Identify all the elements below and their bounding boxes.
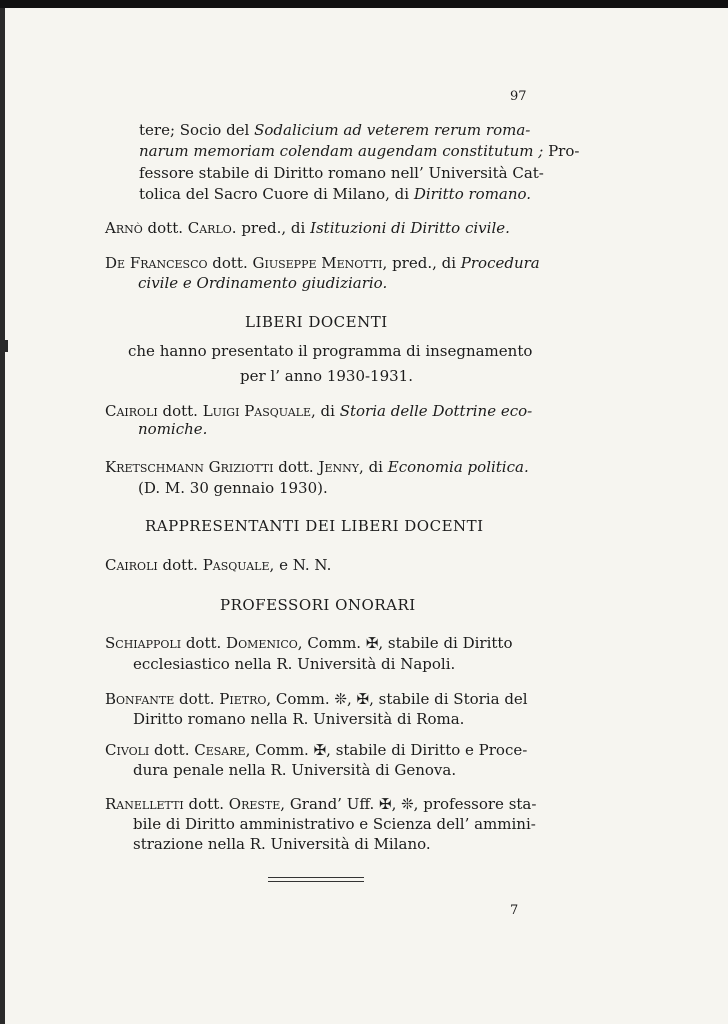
entry-text: , pred., di [382,254,461,272]
surname: Bonfante [105,690,175,708]
scan-top-border [0,0,728,8]
entry-text: dott. [181,634,227,652]
entry-cairoli-line-1 [105,401,532,421]
entry-rappresentanti [105,555,331,575]
subject: Storia delle Dottrine eco- [339,402,533,420]
heading-professori-onorari: PROFESSORI ONORARI [220,596,416,614]
entry-continuation-line-3: fessore stabile di Diritto romano nell’ Università Cat- [139,164,544,182]
entry-text: , Comm. ✠, stabile di Diritto [297,634,513,652]
closing-rule-top [268,877,364,878]
surname: Ranelletti [105,795,184,813]
entry-text: dott. [174,690,220,708]
subject: Economia politica. [387,458,529,476]
entry-schiappoli-line-1 [105,633,512,653]
entry-text: , Grand’ Uff. ✠, ❊, professore sta- [280,795,537,813]
entry-ranelletti-line-3: strazione nella R. Università di Milano. [133,835,431,853]
scan-left-notch [3,340,8,352]
surname: Arnò [105,219,143,237]
entry-ranelletti-line-2: bile di Diritto amministrativo e Scienza dell’ ammini- [133,815,536,833]
heading-rappresentanti: RAPPRESENTANTI DEI LIBERI DOCENTI [145,517,484,535]
entry-italic: Sodalicium ad veterem rerum roma- [254,121,531,139]
entry-italic: narum memoriam colendam augendam constitutum ; [139,142,544,160]
surname: Schiappoli [105,634,182,652]
entry-text: dott. [149,741,195,759]
given-name: Pietro [219,690,267,708]
subject: Istituzioni di Diritto civile. [310,219,510,237]
entry-continuation-line-4 [139,184,531,204]
given-name: Domenico [226,634,298,652]
entry-schiappoli-line-2: ecclesiastico nella R. Università di Napoli. [133,655,456,673]
entry-text: , Comm. ❊, ✠, stabile di Storia del [266,690,528,708]
entry-cairoli-line-2: nomiche. [138,420,208,438]
entry-defrancesco-line-1 [105,253,540,273]
scan-left-border [0,8,5,1024]
closing-rule-bottom [268,881,364,882]
entry-text: Pro- [543,142,580,160]
page-number: 97 [510,89,527,104]
entry-continuation-line-2 [139,141,579,161]
entry-text: . pred., di [231,219,311,237]
entry-kretschmann-line-2: (D. M. 30 gennaio 1930). [138,479,328,497]
surname: De Francesco [105,254,208,272]
given-name: Oreste [228,795,281,813]
surname: Cairoli [105,556,158,574]
entry-text: dott. [183,795,229,813]
entry-arno [105,218,510,238]
entry-kretschmann-line-1 [105,457,529,477]
given-name: Giuseppe Menotti [252,254,383,272]
entry-text: , di [359,458,388,476]
liberi-docenti-subtitle-1: che hanno presentato il programma di insegnamento [128,342,533,360]
entry-text: tere; Socio del [139,121,255,139]
entry-bonfante-line-1 [105,689,528,709]
given-name: Luigi Pasquale [202,402,311,420]
given-name: Carlo [187,219,232,237]
entry-continuation-line-1 [139,120,530,140]
entry-civoli-line-1 [105,740,527,760]
entry-text: , di [311,402,340,420]
given-name: Pasquale [202,556,270,574]
liberi-docenti-subtitle-2: per l’ anno 1930-1931. [240,367,413,385]
entry-text: dott. [142,219,188,237]
entry-ranelletti-line-1 [105,794,536,814]
entry-text: , Comm. ✠, stabile di Diritto e Proce- [245,741,528,759]
surname: Cairoli [105,402,158,420]
subject: Procedura [460,254,540,272]
given-name: Cesare [194,741,246,759]
entry-civoli-line-2: dura penale nella R. Università di Genova. [133,761,457,779]
surname: Kretschmann Griziotti [105,458,274,476]
given-name: Jenny [318,458,360,476]
entry-text: , e N. N. [269,556,332,574]
entry-text: dott. [273,458,319,476]
entry-defrancesco-line-2: civile e Ordinamento giudiziario. [138,274,388,292]
signature-mark: 7 [510,903,519,918]
heading-liberi-docenti: LIBERI DOCENTI [245,313,388,331]
entry-text: tolica del Sacro Cuore di Milano, di [139,185,414,203]
entry-text: dott. [157,556,203,574]
entry-text: dott. [157,402,203,420]
entry-bonfante-line-2: Diritto romano nella R. Università di Roma. [133,710,465,728]
entry-italic: Diritto romano. [413,185,532,203]
surname: Civoli [105,741,150,759]
entry-text: dott. [207,254,253,272]
